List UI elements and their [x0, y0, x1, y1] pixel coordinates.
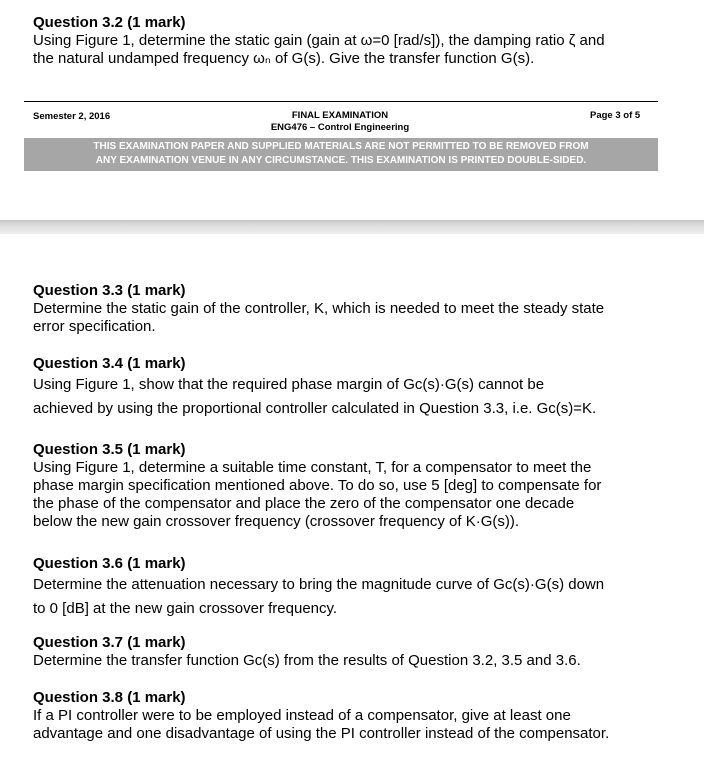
page-separator [0, 220, 704, 234]
exam-name: FINAL EXAMINATION [291, 110, 389, 121]
question-3-8 [33, 689, 673, 743]
question-3-2 [33, 14, 673, 68]
question-3-4 [33, 355, 673, 421]
question-title: Question 3.4 (1 mark) [33, 355, 186, 372]
question-body: Using Figure 1, determine a suitable time constant, T, for a compensator to meet the phase margin specification mentioned above. To do so, use 5 [deg] to compensate for the phase of the compensator and place the zero of the compensator one decade below the new gain crossover frequency (crossover frequency of K·G(s)). [33, 459, 602, 530]
question-body: Determine the transfer function Gᴄ(s) from the results of Question 3.2, 3.5 and 3.6. [33, 652, 581, 669]
page-number: Page 3 of 5 [590, 110, 641, 121]
question-title: Question 3.8 (1 mark) [33, 689, 186, 706]
question-title: Question 3.7 (1 mark) [33, 634, 186, 651]
question-3-6 [33, 555, 673, 621]
course-name: ENG476 – Control Engineering [270, 122, 410, 133]
question-title: Question 3.3 (1 mark) [33, 282, 186, 299]
question-3-3 [33, 282, 673, 336]
exam-notice-banner: THIS EXAMINATION PAPER AND SUPPLIED MATERIALS ARE NOT PERMITTED TO BE REMOVED FROM ANY EXAMINATION VENUE IN ANY CIRCUMSTANCE. THIS EXAMINATION IS PRINTED DOUBLE-SIDED. [24, 138, 658, 171]
question-body: Determine the static gain of the controller, K, which is needed to meet the steady state error specification. [33, 300, 605, 335]
question-body: Using Figure 1, determine the static gain (gain at ω=0 [rad/s]), the damping ratio ζ and the natural undamped frequency ωₙ of G(s). Give the transfer function G(s). [33, 32, 605, 67]
exam-title [210, 110, 470, 134]
semester-label: Semester 2, 2016 [33, 111, 111, 122]
question-body: Using Figure 1, show that the required phase margin of Gᴄ(s)·G(s) cannot be achieved by using the proportional controller calculated in Question 3.3, i.e. Gᴄ(s)=K. [33, 376, 597, 417]
question-title: Question 3.2 (1 mark) [33, 14, 186, 31]
question-3-7 [33, 634, 673, 670]
question-title: Question 3.5 (1 mark) [33, 441, 186, 458]
question-title: Question 3.6 (1 mark) [33, 555, 186, 572]
question-body: Determine the attenuation necessary to bring the magnitude curve of Gᴄ(s)·G(s) down to 0 [dB] at the new gain crossover frequency. [33, 576, 605, 617]
question-3-5 [33, 441, 673, 531]
question-body: If a PI controller were to be employed instead of a compensator, give at least one advantage and one disadvantage of using the PI controller instead of the compensator. [33, 707, 610, 742]
header-rule [24, 101, 658, 102]
